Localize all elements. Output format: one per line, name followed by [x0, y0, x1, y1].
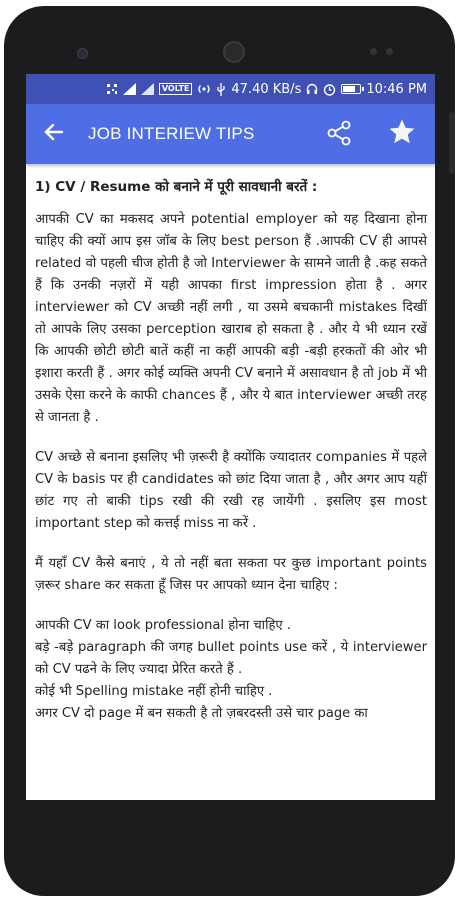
proximity-sensor	[370, 48, 377, 55]
light-sensor	[386, 48, 393, 55]
network-speed: 47.40 KB/s	[231, 81, 302, 97]
app-toolbar	[26, 104, 435, 164]
clock: 10:46 PM	[366, 81, 427, 97]
earpiece-speaker	[223, 41, 245, 63]
star-icon	[387, 117, 417, 151]
signal-icon	[123, 83, 136, 95]
status-bar	[26, 74, 435, 104]
list-item: अगर CV दो page में बन सकती है तो ज़बरदस्ती उसे चार page का	[35, 706, 368, 721]
section-heading: 1) CV / Resume को बनाने में पूरी सावधानी बरतें :	[35, 179, 318, 195]
alarm-icon	[323, 83, 336, 96]
phone-bottom-bezel	[26, 800, 435, 880]
front-camera	[77, 48, 88, 59]
headset-icon	[306, 83, 318, 95]
share-button[interactable]	[322, 118, 356, 152]
list-item: बड़े -बड़े paragraph की जगह bullet points use करें , ये interviewer को CV पढने के लिए ज्यादा प्रेरित करते हैं .	[35, 640, 427, 677]
arrow-back-icon	[44, 122, 64, 146]
share-icon	[325, 119, 353, 151]
usb-icon	[216, 83, 226, 96]
article-body	[26, 164, 435, 725]
side-button	[449, 112, 455, 174]
volte-badge: VOLTE	[159, 83, 193, 95]
battery-icon	[341, 84, 361, 94]
points-list	[35, 615, 427, 725]
article-paragraph: आपकी CV का मकसद अपने potential employer को यह दिखाना होना चाहिए की क्यों आप इस जॉब के लिए best person हैं .आपकी CV ही आपसे related वो पहली चीज होती है जो Interviewer के सामने जाती है .कह सकते हैं कि उनकी नज़रों में यही आपका first impression होता है . अगर interviewer को CV अच्छी नहीं लगी , या उसमे बचकानी mistakes दिखीं तो आपके लिए उसका perception खाराब हो सकता है . और ये भी ध्यान रखें कि आपकी छोटी छोटी बातें कहीं ना कहीं आपकी बड़ी -बड़ी हरकतों की ओर भी इशारा करती हैं . अगर कोई व्यक्ति अपनी CV बनाने में असावधान है तो job में भी उसके ऐसा करने के काफी chances हैं , और ये बात interviewer अच्छी तरह से जानता है .	[35, 212, 427, 425]
article-paragraph: CV अच्छे से बनाना इसलिए भी ज़रूरी है क्योंकि ज्यादातर companies में पहले CV के basis पर ही candidates को छांट दिया जाता है , और अगर आप यहीं छांट गए तो बाकी tips रखी की रखी रह जायेंगी . इसलिए इस most important step को कत्तई miss ना करें .	[35, 450, 427, 531]
article-paragraph: मैं यहाँ CV कैसे बनाएं , ये तो नहीं बता सकता पर कुछ important points ज़रूर share कर सकता हूँ जिस पर आपको ध्यान देना चाहिए :	[35, 556, 427, 593]
page-title: JOB INTERIEW TIPS	[88, 124, 255, 143]
list-item: आपकी CV का look professional होना चाहिए .	[35, 618, 291, 633]
list-item: कोई भी Spelling mistake नहीं होनी चाहिए .	[35, 684, 273, 699]
hotspot-icon	[197, 83, 211, 95]
favorite-button[interactable]	[384, 116, 420, 152]
screen	[26, 74, 435, 800]
signal-icon	[141, 83, 154, 95]
back-button[interactable]	[26, 104, 82, 164]
nfc-icon	[106, 83, 118, 95]
